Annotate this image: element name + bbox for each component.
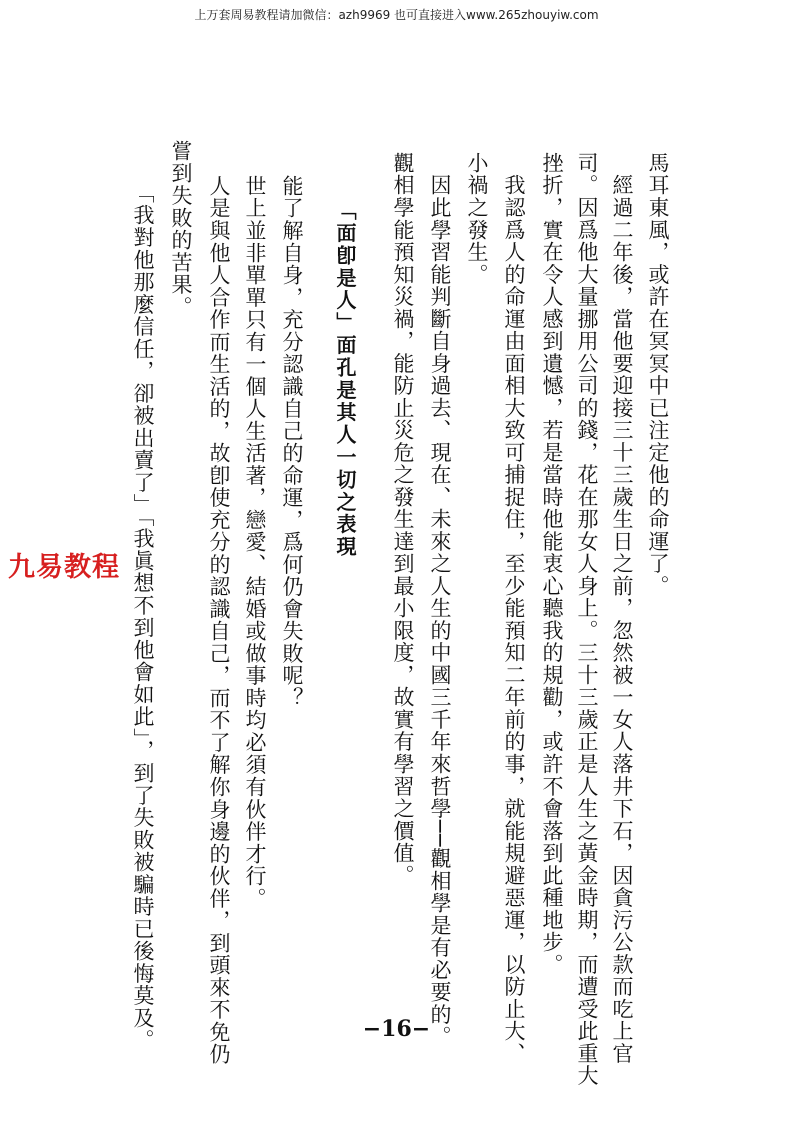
text-column: 「我對他那麼信任，卻被出賣了」「我眞想不到他會如此」，到了失敗被騙時已後悔莫及。 [131,182,155,1052]
text-column: 人是與他人合作而生活的，故卽使充分的認識自己，而不了解你身邊的伙伴，到頭來不免仍 [207,175,231,1066]
text-column: 觀相學能預知災禍，能防止災危之發生達到最小限度，故實有學習之價值。 [391,152,415,887]
text-column: 挫折，實在令人感到遺憾，若是當時他能衷心聽我的規勸，或許不會落到此種地步。 [540,152,564,976]
text-column: 小禍之發生。 [465,152,489,286]
text-column: 馬耳東風，或許在冥冥中已注定他的命運了。 [646,152,670,598]
text-column: 司。因爲他大量挪用公司的錢，花在那女人身上。三十三歲正是人生之黃金時期，而遭受此重大 [575,152,599,1087]
text-column: 經過二年後，當他要迎接三十三歲生日之前，忽然被一女人落井下石，因貪污公款而吃上官 [610,152,634,1065]
text-column: 能了解自身，充分認識自己的命運，爲何仍會失敗呢？ [280,175,304,710]
top-banner: 上万套周易教程请加微信：azh9969 也可直接进入www.265zhouyiw.com [194,8,599,22]
text-column: 世上並非單單只有一個人生活著，戀愛、結婚或做事時均必須有伙伴才行。 [243,175,267,910]
page-number: −16− [362,1016,431,1042]
section-heading: 「面卽是人」面孔是其人一切之表現 [333,200,357,559]
text-column: 因此學習能判斷自身過去、現在、未來之人生的中國三千年來哲學──觀相學是有必要的。 [428,152,452,1048]
watermark-logo: 九易教程 [8,552,120,583]
text-column: 我認爲人的命運由面相大致可捕捉住，至少能預知二年前的事，就能規避惡運，以防止大、 [502,152,526,1065]
text-column: 嘗到失敗的苦果。 [169,140,193,319]
